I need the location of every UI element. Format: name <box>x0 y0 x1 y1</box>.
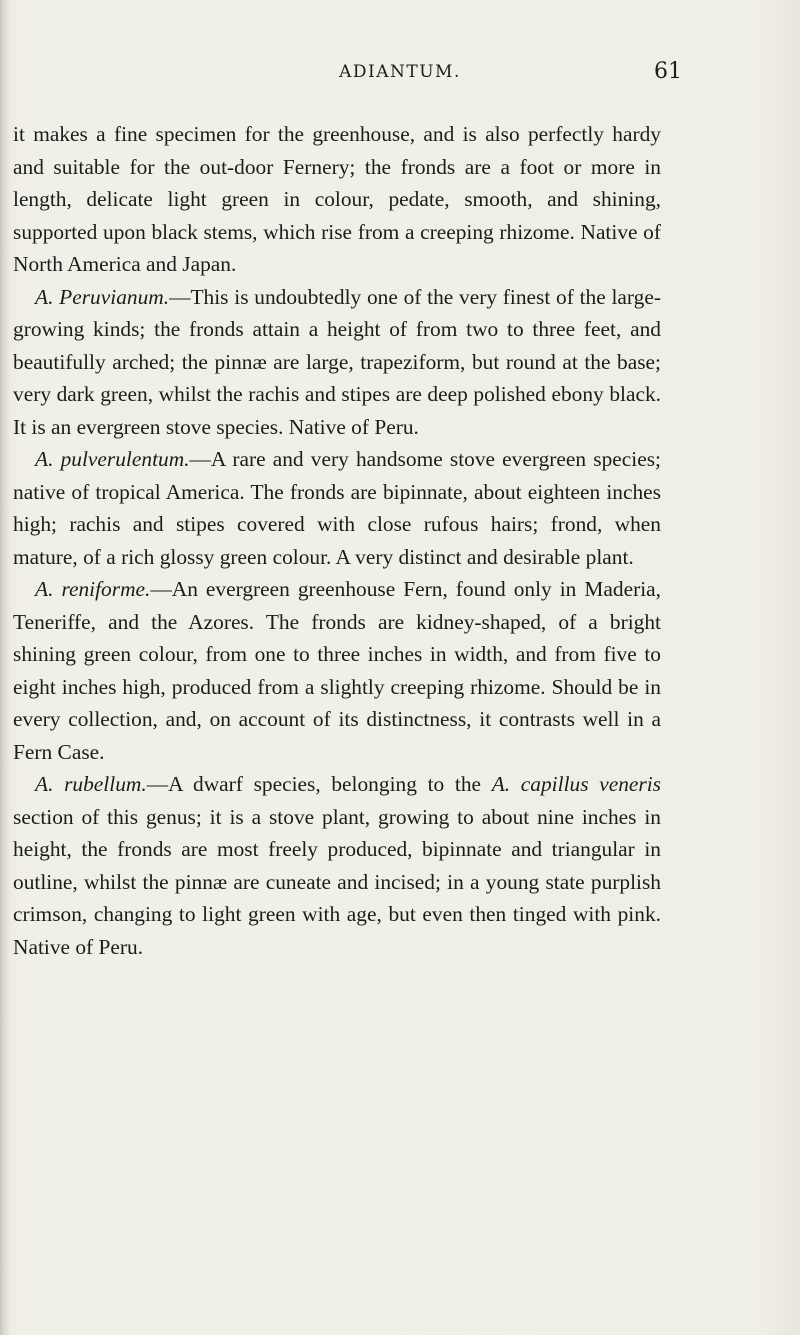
entry-adiantum-rubellum <box>13 768 661 963</box>
paragraph-continuation <box>13 118 661 281</box>
entry-text: —A rare and very handsome stove evergreen species; native of tropical America. The fronds are bipinnate, about eighteen inches high; rachis and stipes covered with close rufous hairs; frond, when mature, of a rich glossy green colour. A very distinct and desirable plant. <box>13 447 661 569</box>
entry-genus: A. <box>35 447 54 471</box>
entry-adiantum-reniforme <box>13 573 661 768</box>
entry-adiantum-peruvianum <box>13 281 661 444</box>
entry-species: pulverulentum. <box>60 447 190 471</box>
running-head <box>0 59 800 92</box>
entry-text-continued: section of this genus; it is a stove plant, growing to about nine inches in height, the fronds are most freely produced, bipinnate and triangular in outline, whilst the pinnæ are cuneate and incised; in a young state purplish crimson, changing to light green with age, but even then tinged with pink. Native of Peru. <box>13 804 661 959</box>
entry-text: —An evergreen greenhouse Fern, found only in Maderia, Teneriffe, and the Azores. The fronds are kidney-shaped, of a bright shining green colour, from one to three inches in width, and from five to eight inches high, produced from a slightly creeping rhizome. Should be in every collection, and, on account of its distinctness, it contrasts well in a Fern Case. <box>13 577 661 764</box>
entry-adiantum-pulverulentum <box>13 443 661 573</box>
entry-species: Peruvianum. <box>59 284 170 309</box>
entry-text: —A dwarf species, belonging to the <box>146 772 492 796</box>
entry-genus: A. <box>35 577 54 601</box>
entry-genus: A. <box>35 772 54 796</box>
entry-species: reniforme. <box>61 577 151 601</box>
reference-genus: A. <box>491 772 511 796</box>
running-head-title: ADIANTUM. <box>339 62 461 82</box>
entry-text: —This is undoubtedly one of the very finest of the large-growing kinds; the fronds attain a height of from two to three feet, and beautifully arched; the pinnæ are large, trapeziform, but round at the base; very dark green, whilst the rachis and stipes are deep polished ebony black. It is an evergreen stove species. Native of Peru. <box>13 284 661 439</box>
entry-genus: A. <box>35 284 54 309</box>
body-text <box>13 118 661 963</box>
page-number: 61 <box>654 59 682 84</box>
paragraph-text: it makes a fine specimen for the greenhouse, and is also perfectly hardy and suitable for the out-door Fernery; the fronds are a foot or more in length, delicate light green in colour, pedate, smooth, and shining, supported upon black stems, which rise from a creeping rhizome. Native of North America and Japan. <box>13 122 661 276</box>
page-binding-edge <box>0 0 10 1335</box>
entry-species: rubellum. <box>64 772 147 796</box>
reference-species: capillus veneris <box>520 772 661 796</box>
